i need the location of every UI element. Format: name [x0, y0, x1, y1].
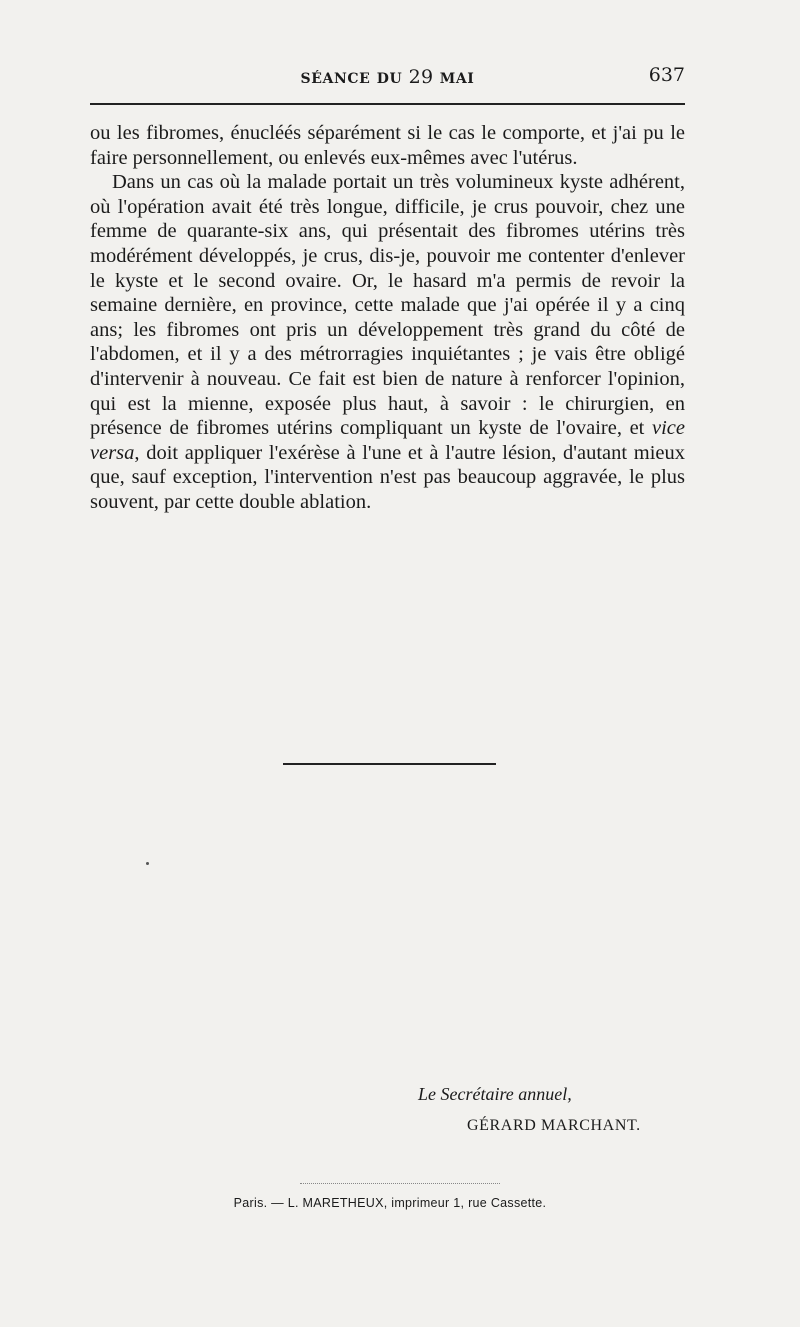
signature-name: GÉRARD MARCHANT.: [467, 1117, 641, 1134]
header-title-prefix: SÉANCE: [300, 71, 371, 87]
header-title-mid: DU: [376, 71, 403, 87]
paragraph-case-text: Dans un cas où la malade portait un très volumineux kyste adhérent, où l'opération avait été très longue, difficile, je crus pouvoir, chez une femme de quarante-six ans, qui présentait des fibromes utérins très modérément développés, je crus, dis-je, pouvoir me contenter d'enlever le kyste et le second ovaire. Or, le hasard m'a permis de revoir la semaine dernière, en province, cette malade que j'ai opérée il y a cinq ans; les fibromes ont pris un développement très grand du côté de l'abdomen, et il y a des métrorragies inquiétantes ; je vais être obligé d'intervenir à nouveau. Ce fait est bien de nature à renforcer l'opinion, qui est la mienne, exposée plus haut, à savoir : le chirurgien, en présence de fibromes utérins compliquant un kyste de l'ovaire, et: [90, 171, 685, 440]
header-title: [90, 66, 685, 88]
header-title-month: MAI: [439, 71, 475, 87]
header-title-date: 29: [408, 66, 434, 88]
section-divider: [283, 763, 496, 765]
italic-phrase: vice versa: [90, 417, 685, 464]
paragraph-case: [90, 170, 685, 514]
paper-speck: [146, 862, 149, 865]
printer-imprint: Paris. — L. MARETHEUX, imprimeur 1, rue Cassette.: [233, 1196, 547, 1210]
running-header: [90, 60, 685, 94]
header-rule: [90, 103, 685, 105]
page-number: 637: [648, 64, 685, 86]
paragraph-case-tail: , doit appliquer l'exérèse à l'une et à l'autre lésion, d'autant mieux que, sauf exception, l'intervention n'est pas beaucoup aggravée, le plus souvent, par cette double ablation.: [90, 441, 685, 513]
signature-role: Le Secrétaire annuel,: [418, 1084, 572, 1104]
body-text: [90, 121, 685, 515]
footer-dotted-rule: [300, 1183, 500, 1185]
paragraph-continuation: ou les fibromes, énucléés séparément si le cas le comporte, et j'ai pu le faire personnellement, ou enlevés eux-mêmes avec l'utérus.: [90, 122, 685, 169]
